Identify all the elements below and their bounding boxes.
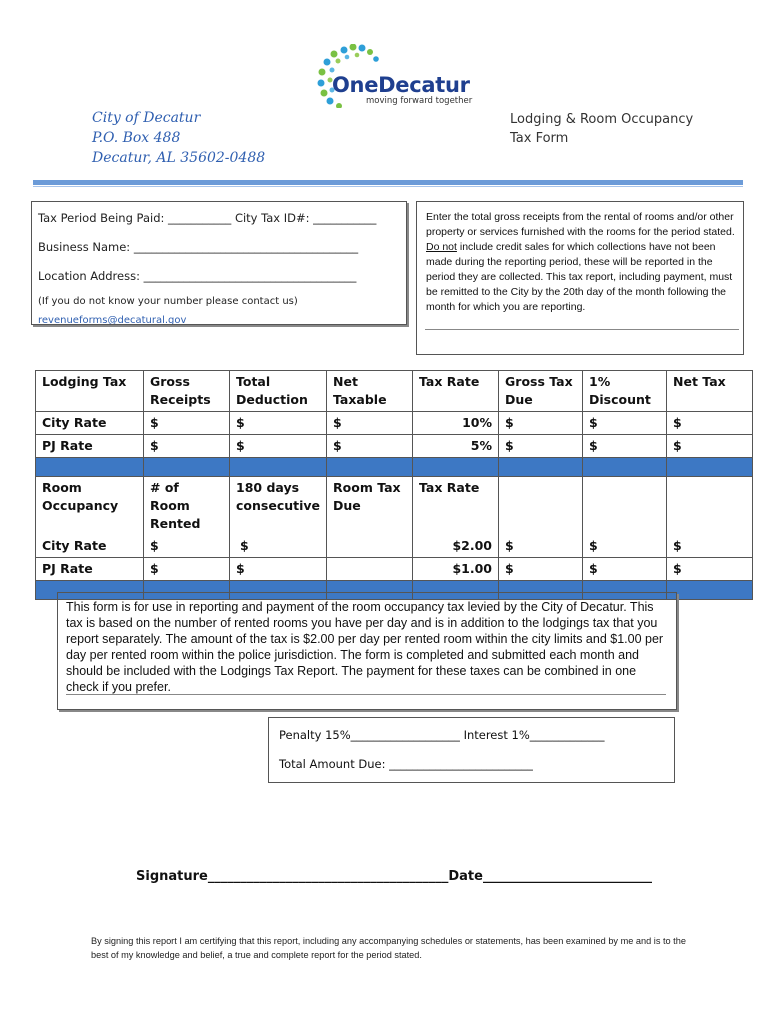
net-tax-cell[interactable]: $ [667, 435, 753, 458]
header-gross-receipts: Gross Receipts [144, 371, 230, 412]
certification-statement: By signing this report I am certifying that this report, including any accompanying schedules or statements, has been examined by me and is to the best of my knowledge and belief, a true and complete report for the period stated. [91, 936, 686, 960]
address-line-2: P.O. Box 488 [92, 130, 181, 146]
instructions-text-emphasis: Do not [426, 241, 457, 253]
location-address-field[interactable]: Location Address: _____________________________________ [38, 269, 357, 283]
row-label: City Rate [36, 535, 144, 558]
header-gross-tax-due: Gross Tax Due [499, 371, 583, 412]
net-tax-cell[interactable]: $ [667, 558, 753, 581]
penalty-interest-field[interactable]: Penalty 15%___________________ Interest 1%_____________ [279, 728, 605, 742]
discount-cell[interactable]: $ [583, 435, 667, 458]
room-tax-due-cell[interactable] [327, 558, 413, 581]
tax-period-field[interactable]: Tax Period Being Paid: ___________ City Tax ID#: ___________ [38, 211, 377, 225]
discount-cell[interactable]: $ [583, 558, 667, 581]
room-header-row [36, 477, 753, 536]
empty-header-cell [499, 477, 583, 536]
gross-receipts-cell[interactable]: $ [144, 435, 230, 458]
rooms-rented-cell[interactable]: $ [144, 558, 230, 581]
instructions-box [416, 201, 744, 355]
business-name-field[interactable]: Business Name: _______________________________________ [38, 240, 359, 254]
city-address [92, 108, 265, 168]
table-separator-band [36, 458, 753, 477]
room-tax-info-box [57, 592, 677, 710]
discount-cell[interactable]: $ [583, 535, 667, 558]
instructions-underline [425, 329, 739, 330]
room-tax-rate-cell: $2.00 [413, 535, 499, 558]
header-room-occupancy: Room Occupancy [36, 477, 144, 536]
header-tax-rate: Tax Rate [413, 371, 499, 412]
band-cell [413, 458, 499, 477]
header-discount: 1% Discount [583, 371, 667, 412]
table-row [36, 535, 753, 558]
total-amount-due-field[interactable]: Total Amount Due: _________________________ [279, 757, 533, 771]
net-tax-cell[interactable]: $ [667, 412, 753, 435]
header-total-deduction: Total Deduction [230, 371, 327, 412]
band-cell [327, 458, 413, 477]
contact-note: (If you do not know your number please contact us) [38, 296, 298, 307]
band-cell [36, 458, 144, 477]
band-cell [667, 458, 753, 477]
row-label: PJ Rate [36, 435, 144, 458]
contact-email-link[interactable]: revenueforms@decatural.gov [38, 315, 187, 325]
band-cell [499, 458, 583, 477]
header-lodging-tax: Lodging Tax [36, 371, 144, 412]
form-title-line-2: Tax Form [510, 131, 569, 146]
logo-tagline: moving forward together [366, 96, 473, 106]
table-row [36, 412, 753, 435]
gross-tax-cell[interactable]: $ [499, 435, 583, 458]
gross-tax-cell[interactable]: $ [499, 535, 583, 558]
logo-wordmark: OneDecatur [332, 73, 470, 97]
gross-tax-cell[interactable]: $ [499, 558, 583, 581]
header-net-tax: Net Tax [667, 371, 753, 412]
info-underline [66, 694, 666, 695]
signature-date-line[interactable]: Signature_____________________________________Date__________________________ [136, 869, 652, 884]
band-cell [144, 458, 230, 477]
band-cell [583, 458, 667, 477]
empty-header-cell [583, 477, 667, 536]
totals-box [268, 717, 675, 783]
rooms-rented-cell[interactable]: $ [144, 535, 230, 558]
header-divider-thin [33, 186, 743, 187]
days-cell[interactable]: $ [230, 535, 327, 558]
header-divider [33, 180, 743, 185]
table-row [36, 435, 753, 458]
instructions-text [426, 210, 740, 315]
room-tax-info-text: This form is for use in reporting and payment of the room occupancy tax levied by the City of Decatur. This tax is based on the number of rented rooms you have per day and is in addition to the lodgings tax that you report separately. The amount of the tax is $2.00 per day per rented room within the city limits and $1.00 per day per rented room within the police jurisdiction. The form is completed and submitted each month and should be included with the Lodgings Tax Report. The payment for these taxes can be combined in one check if you prefer. [66, 600, 664, 694]
net-tax-cell[interactable]: $ [667, 535, 753, 558]
deduction-cell[interactable]: $ [230, 435, 327, 458]
deduction-cell[interactable]: $ [230, 412, 327, 435]
discount-cell[interactable]: $ [583, 412, 667, 435]
gross-tax-cell[interactable]: $ [499, 412, 583, 435]
address-line-1: City of Decatur [92, 110, 201, 126]
form-title-line-1: Lodging & Room Occupancy [510, 112, 694, 127]
header-rooms-rented: # of Room Rented [144, 477, 230, 536]
header-room-tax-due: Room Tax Due [327, 477, 413, 536]
address-line-3: Decatur, AL 35602-0488 [92, 150, 266, 166]
room-tax-due-cell[interactable] [327, 535, 413, 558]
form-title [510, 110, 693, 148]
band-cell [667, 581, 753, 600]
tax-rate-cell: 5% [413, 435, 499, 458]
net-taxable-cell[interactable]: $ [327, 435, 413, 458]
header-room-tax-rate: Tax Rate [413, 477, 499, 536]
instructions-text-part-1: Enter the total gross receipts from the rental of rooms and/or other property or services furnished with the rooms for the period stated. [426, 211, 735, 238]
row-label: PJ Rate [36, 558, 144, 581]
lodging-header-row [36, 371, 753, 412]
days-cell[interactable]: $ [230, 558, 327, 581]
row-label: City Rate [36, 412, 144, 435]
business-info-box [31, 201, 407, 325]
header-180-days: 180 days consecutive [230, 477, 327, 536]
band-cell [230, 458, 327, 477]
empty-header-cell [667, 477, 753, 536]
tax-table [35, 370, 753, 600]
gross-receipts-cell[interactable]: $ [144, 412, 230, 435]
room-tax-rate-cell: $1.00 [413, 558, 499, 581]
net-taxable-cell[interactable]: $ [327, 412, 413, 435]
tax-rate-cell: 10% [413, 412, 499, 435]
table-row [36, 558, 753, 581]
instructions-text-part-2: include credit sales for which collections have not been made during the reporting period, these will be reported in the period they are collected. This tax report, including payment, must be remitted to the City by the 20th day of the month following the month for which you are reporting. [426, 241, 733, 313]
header-net-taxable: Net Taxable [327, 371, 413, 412]
